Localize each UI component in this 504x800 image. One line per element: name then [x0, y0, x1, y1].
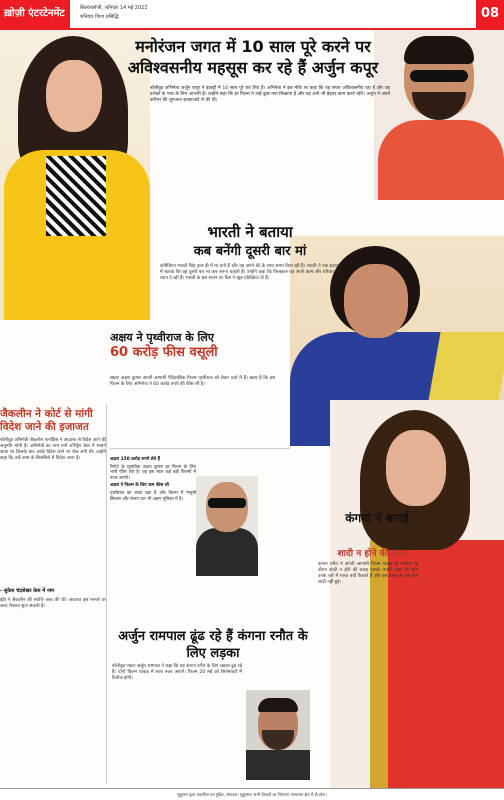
arjun-rampal-photo	[246, 690, 310, 780]
arjun-rampal-headline: अर्जुन रामपाल ढूंढ रहे हैं कंगना रनौत के लिए लड़का	[118, 629, 308, 661]
kangana-subheadline: शादी न होने की वजह	[337, 549, 409, 559]
jacqueline-headline: जैकलीन ने कोर्ट से मांगी विदेश जाने की इजाजत	[0, 408, 93, 433]
imprint-footer: सुकुमार द्वारा प्रकाशित एवं मुद्रित, संपादक: सुकुमार। सभी विवादों का निपटारा न्यायालय क्षेत्र में ही होगा।	[0, 788, 504, 800]
brand-bar	[0, 0, 70, 28]
arjun-kapoor-photo	[374, 30, 504, 200]
jacqueline-body-2: ईडी ने जैकलीन की संपत्ति जब्त की थी। अदालत इस मामले पर जल्द फैसला सुना सकती है।	[0, 598, 106, 609]
dateline-secondary: शनिवार विश्व प्रसिद्धि	[80, 14, 119, 20]
kangana-body: कंगना रनौत ने अपनी आगामी फिल्म धाकड़ के प्रमोशन के दौरान शादी न होने की वजह बताई। उन्होंने कहा कि लोग उनके बारे में गलत बातें फैलाते हैं और इस वजह से अब तक शादी नहीं हुई।	[318, 562, 418, 585]
jacqueline-subhead: - सुकेश चंद्रशेखर केस में नाम	[0, 588, 55, 594]
akshay-intro: सम्राट अक्षय कुमार अपनी आगामी ऐतिहासिक फिल्म पृथ्वीराज को लेकर चर्चा में हैं। खबर है कि इस फिल्म के लिए अभिनेता ने 60 करोड़ रुपये की फीस ली है।	[110, 376, 275, 387]
bharti-headline: भारती ने बताया कब बनेंगी दूसरी बार मां	[193, 223, 307, 259]
page-header	[0, 0, 504, 28]
page-number: 08	[476, 0, 504, 28]
akshay-headline: अक्षय ने पृथ्वीराज के लिए 60 करोड़ फीस वसूली	[110, 331, 218, 360]
jacqueline-body: बॉलीवुड अभिनेत्री जैकलीन फर्नांडिस ने अदालत से विदेश जाने की अनुमति मांगी है। अभिनेत्री का नाम मनी लॉन्ड्रिंग केस में सामने आया था जिसके बाद उनके विदेश जाने पर रोक लगी थी। उन्होंने कहा कि उन्हें काम के सिलसिले में विदेश जाना है।	[0, 438, 106, 461]
bharti-body: कॉमेडियन भारती सिंह हाल ही में मां बनी हैं और वह अपने बेटे के साथ समय बिता रही हैं। भारती ने एक इंटरव्यू में बताया कि वह दूसरी बार मां कब बनना चाहती हैं। उन्होंने कहा कि फिलहाल वह अपने काम और परिवार पर ध्यान दे रही हैं। भारती के इस बयान पर फैंस ने खूब प्रतिक्रिया दी है।	[160, 264, 340, 281]
main-intro: बॉलीवुड अभिनेता अर्जुन कपूर ने इंडस्ट्री में 10 साल पूरे कर लिए हैं। अभिनेता ने इस मौके पर कहा कि यह सफर अविश्वसनीय रहा है और वह दर्शकों के प्यार के लिए आभारी हैं। उन्होंने कहा कि हर फिल्म ने उन्हें कुछ नया सिखाया है और वह आगे भी बेहतर काम करते रहेंगे। अर्जुन ने अपने करियर की शुरुआत इशकजादे से की थी।	[150, 86, 390, 103]
main-headline: मनोरंजन जगत में 10 साल पूरे करने पर अविश्वसनीय महसूस कर रहे हैं अर्जुन कपूर	[127, 37, 379, 77]
dateline: सिल्वरलॉजी, शनिवार 14 मई 2022	[80, 5, 148, 11]
akshay-photo	[196, 476, 258, 576]
kangana-photo	[330, 400, 504, 790]
akshay-column-1: अक्षय 150 करोड़ रुपये लेते हैं रिपोर्ट के मुताबिक अक्षय कुमार हर फिल्म के लिए भारी फीस लेते हैं। वह इस साल कई बड़ी फिल्मों में नजर आएंगे। अक्षय ने फिल्म के लिए कम फीस ली पृथ्वीराज का बजट बड़ा है और फिल्म में मानुषी छिल्लर और संजय दत्त भी अहम भूमिका में हैं।	[110, 457, 196, 502]
column-divider	[106, 404, 107, 784]
kangana-headline: कंगना ने बताई	[345, 511, 409, 525]
arjun-rampal-body: बॉलीवुड एक्टर अर्जुन रामपाल ने कहा कि वह कंगना रनौत के लिए लड़का ढूंढ रहे हैं। दोनों फिल्म धाकड़ में साथ नजर आएंगे। फिल्म 20 मई को सिनेमाघरों में रिलीज होगी।	[112, 664, 242, 681]
section-brand: ख़ोज़ी एंटरटेनमेंट	[4, 8, 65, 19]
